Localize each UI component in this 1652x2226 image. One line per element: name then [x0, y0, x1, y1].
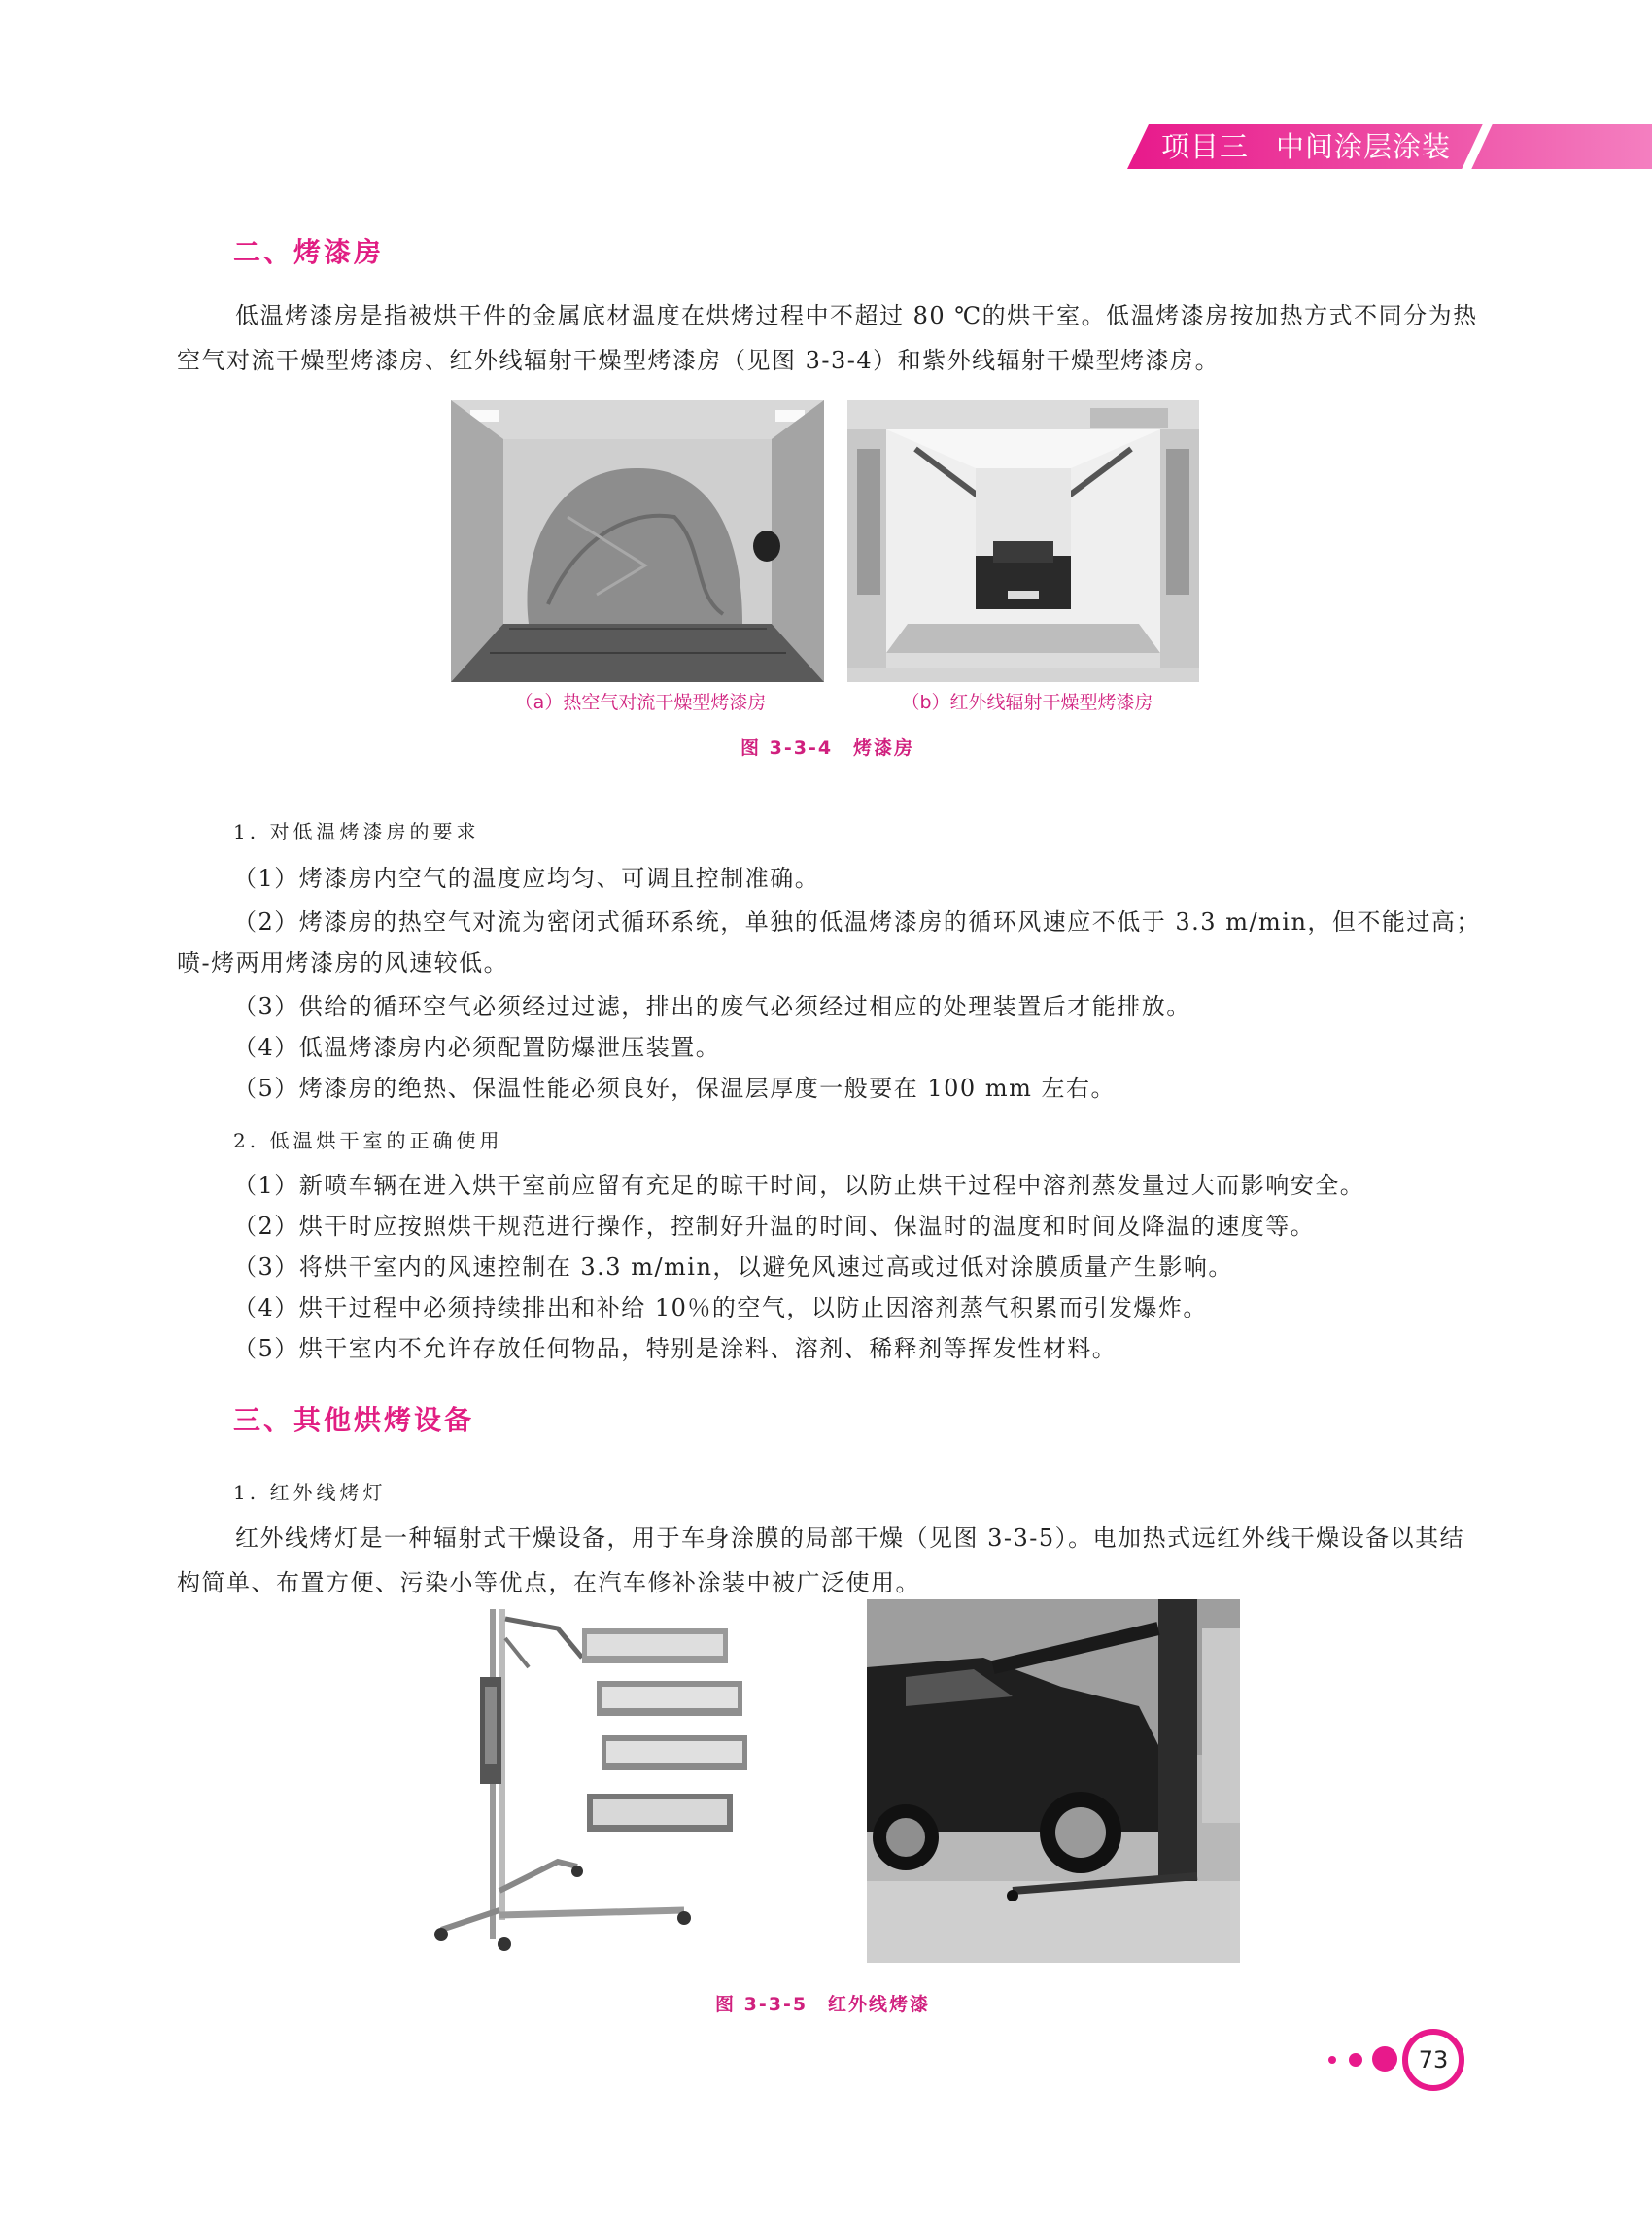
subheading-usage: 2. 低温烘干室的正确使用: [233, 1129, 503, 1152]
footer-dot-large: [1372, 2046, 1397, 2072]
footer-dot-medium: [1349, 2053, 1362, 2067]
photo-infrared-booth: [847, 400, 1199, 682]
section-title-booth: 二、烤漆房: [233, 236, 385, 268]
footer-dot-small: [1328, 2056, 1336, 2064]
photo-infrared-lamp-stand: [412, 1599, 772, 1963]
requirement-item-2: [177, 902, 1498, 983]
usage-item-1: （1）新喷车辆在进入烘干室前应留有充足的晾干时间，以防止烘干过程中溶剂蒸发量过大而影响安全。: [233, 1172, 1365, 1199]
photo-infrared-lamp-drying-car: [867, 1599, 1240, 1963]
figure-title-334: 图 3-3-4 烤漆房: [740, 737, 915, 759]
figure-caption-b: （b）红外线辐射干燥型烤漆房: [901, 692, 1153, 713]
header-project: 项目三: [1161, 130, 1250, 163]
requirement-item-2-text: （2）烤漆房的热空气对流为密闭式循环系统，单独的低温烤漆房的循环风速应不低于 3.3 m/min，但不能过高；喷-烤两用烤漆房的风速较低。: [177, 908, 1481, 976]
running-header: [1161, 129, 1478, 164]
requirement-item-1: （1）烤漆房内空气的温度应均匀、可调且控制准确。: [233, 865, 820, 892]
figure-title-335: 图 3-3-5 红外线烤漆: [715, 1994, 931, 2015]
usage-item-3: （3）将烘干室内的风速控制在 3.3 m/min，以避免风速过高或过低对涂膜质量产生影响。: [233, 1253, 1233, 1281]
page-number: 73: [1402, 2029, 1464, 2091]
section-title-other-equipment: 三、其他烘烤设备: [233, 1404, 475, 1436]
requirement-item-4: （4）低温烤漆房内必须配置防爆泄压装置。: [233, 1034, 721, 1061]
usage-item-5: （5）烘干室内不允许存放任何物品，特别是涂料、溶剂、稀释剂等挥发性材料。: [233, 1335, 1118, 1362]
subheading-requirements: 1. 对低温烤漆房的要求: [233, 820, 480, 843]
requirement-item-3: （3）供给的循环空气必须经过过滤，排出的废气必须经过相应的处理装置后才能排放。: [233, 993, 1191, 1020]
subheading-infrared-lamp: 1. 红外线烤灯: [233, 1481, 387, 1504]
infrared-intro-text: 红外线烤灯是一种辐射式干燥设备，用于车身涂膜的局部干燥（见图 3-3-5）。电加热式远红外线干燥设备以其结构简单、布置方便、污染小等优点，在汽车修补涂装中被广泛使用。: [177, 1524, 1465, 1596]
requirement-item-5: （5）烤漆房的绝热、保温性能必须良好，保温层厚度一般要在 100 mm 左右。: [233, 1075, 1116, 1102]
figure-caption-a: （a）热空气对流干燥型烤漆房: [514, 692, 767, 713]
infrared-intro-paragraph: [177, 1516, 1479, 1605]
header-topic: 中间涂层涂装: [1276, 130, 1452, 163]
booth-intro-paragraph: [177, 293, 1479, 383]
usage-item-2: （2）烘干时应按照烘干规范进行操作，控制好升温的时间、保温时的温度和时间及降温的速度等。: [233, 1213, 1316, 1240]
booth-intro-text: 低温烤漆房是指被烘干件的金属底材温度在烘烤过程中不超过 80 ℃的烘干室。低温烤漆房按加热方式不同分为热空气对流干燥型烤漆房、红外线辐射干燥型烤漆房（见图 3-3-4）和紫外线辐射干燥型烤漆房。: [177, 302, 1478, 374]
photo-convection-booth: [451, 400, 824, 682]
usage-item-4: （4）烘干过程中必须持续排出和补给 10％的空气，以防止因溶剂蒸气积累而引发爆炸。: [233, 1294, 1208, 1321]
